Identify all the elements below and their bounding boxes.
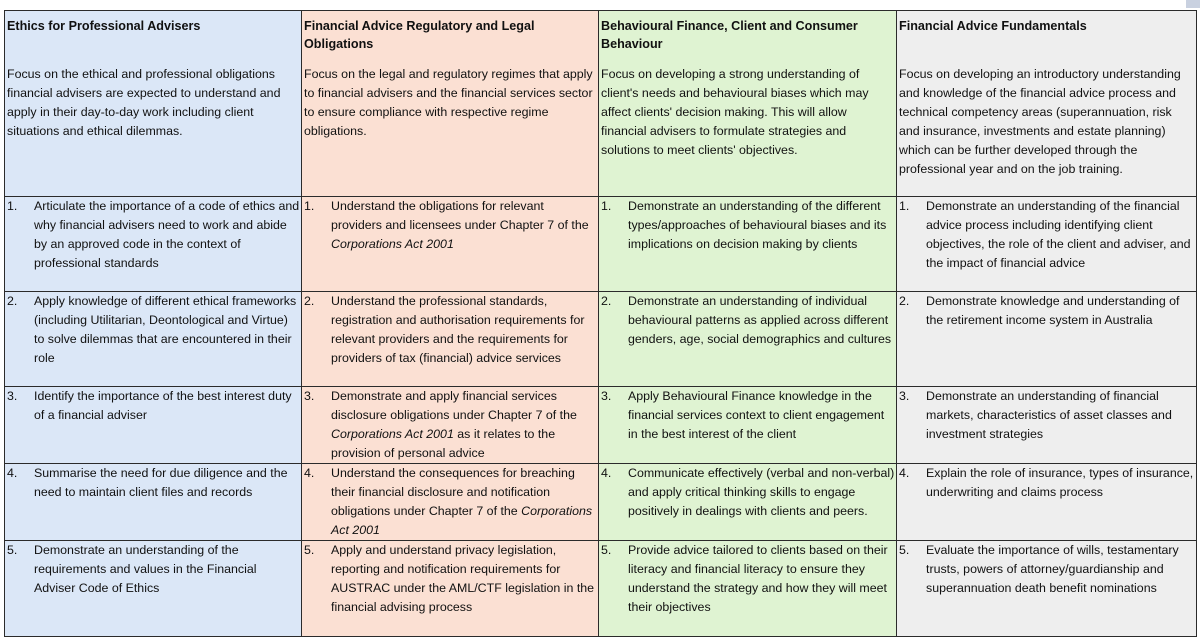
column-title: Financial Advice Fundamentals — [899, 19, 1087, 33]
curriculum-table — [4, 10, 1197, 637]
outcome-number: 1. — [601, 199, 612, 213]
outcome-row — [5, 387, 1197, 464]
outcome-row — [5, 197, 1197, 292]
outcome-number: 3. — [899, 389, 910, 403]
outcome-row — [5, 292, 1197, 387]
column-description: Focus on developing an introductory understanding and knowledge of the financial advice process and technical competency areas (superannuation, risk and insurance, investments and estate planning) which can be further developed through the professional year and on the job training. — [899, 67, 1181, 176]
outcome-item — [7, 197, 300, 273]
outcome-cell — [5, 387, 302, 464]
outcome-cell — [5, 197, 302, 292]
outcome-item — [601, 197, 895, 254]
act-citation: Corporations Act 2001 — [331, 426, 454, 441]
outcome-cell — [5, 292, 302, 387]
outcome-text-main: Demonstrate an understanding of the different types/approaches of behavioural biases and its implications on decision making by clients — [628, 199, 887, 251]
column-title: Behavioural Finance, Client and Consumer Behaviour — [601, 19, 858, 51]
outcome-cell — [302, 292, 599, 387]
outcome-text — [34, 197, 300, 273]
outcome-number: 1. — [899, 199, 910, 213]
outcome-item — [304, 197, 597, 254]
outcome-text — [926, 197, 1195, 273]
outcome-text-main: Demonstrate knowledge and understanding of the retirement income system in Australia — [926, 294, 1180, 327]
outcome-text-main: Understand the consequences for breaching their financial disclosure and notification obligations under Chapter 7 of the — [331, 466, 575, 518]
outcome-text-main: Demonstrate an understanding of individual behavioural patterns as applied across different genders, age, social demographics and cultures — [628, 294, 892, 346]
outcome-number: 5. — [601, 543, 612, 557]
outcome-text-main: Apply knowledge of different ethical frameworks (including Utilitarian, Deontological and Virtue) to solve dilemmas that are encountered in their role — [34, 294, 297, 365]
page-edge-mark — [1186, 0, 1200, 8]
outcome-number: 2. — [899, 294, 910, 308]
outcome-text — [628, 292, 895, 349]
outcome-text-main: Identify the importance of the best interest duty of a financial adviser — [34, 389, 292, 422]
column-description: Focus on the ethical and professional obligations financial advisers are expected to understand and apply in their day-to-day work including client situations and ethical dilemmas. — [7, 67, 281, 138]
outcome-text — [628, 464, 895, 521]
outcome-item — [7, 541, 300, 598]
outcome-item — [899, 387, 1195, 444]
outcome-text — [331, 197, 597, 254]
outcome-cell — [897, 541, 1197, 637]
outcome-number: 2. — [601, 294, 612, 308]
outcome-row — [5, 541, 1197, 637]
outcome-item — [601, 387, 895, 444]
outcome-item — [601, 541, 895, 617]
outcome-text — [926, 464, 1195, 502]
outcome-text — [628, 541, 895, 617]
outcome-text-main: Demonstrate an understanding of financial markets, characteristics of asset classes and investment strategies — [926, 389, 1172, 441]
outcome-text — [628, 197, 895, 254]
outcome-number: 4. — [601, 466, 612, 480]
outcome-cell — [302, 541, 599, 637]
outcome-text — [628, 387, 895, 444]
outcome-cell — [5, 464, 302, 541]
outcome-text-main: Understand the obligations for relevant providers and licensees under Chapter 7 of the — [331, 199, 589, 232]
outcome-cell — [302, 464, 599, 541]
outcome-number: 5. — [7, 543, 18, 557]
outcome-item — [899, 541, 1195, 598]
outcome-item — [601, 292, 895, 349]
outcome-number: 4. — [7, 466, 18, 480]
outcome-text-main: Summarise the need for due diligence and the need to maintain client files and records — [34, 466, 288, 499]
outcome-text-main: Demonstrate and apply financial services disclosure obligations under Chapter 7 of the — [331, 389, 577, 422]
outcome-cell — [302, 387, 599, 464]
outcome-text — [34, 541, 300, 598]
column-header-ethics — [5, 11, 302, 197]
outcome-number: 5. — [899, 543, 910, 557]
outcome-item — [304, 464, 597, 540]
outcome-text-main: Demonstrate an understanding of the requirements and values in the Financial Adviser Code of Ethics — [34, 543, 257, 595]
outcome-text — [34, 292, 300, 368]
outcome-item — [304, 541, 597, 617]
outcome-number: 3. — [7, 389, 18, 403]
outcome-number: 1. — [304, 199, 315, 213]
outcome-cell — [599, 387, 897, 464]
outcome-cell — [599, 292, 897, 387]
outcome-text-main: Explain the role of insurance, types of insurance, underwriting and claims process — [926, 466, 1194, 499]
outcome-text-after: as it relates to the provision of personal advice — [331, 426, 556, 460]
outcome-number: 3. — [601, 389, 612, 403]
outcome-row — [5, 464, 1197, 541]
outcome-text — [926, 387, 1195, 444]
act-citation: Corporations Act 2001 — [331, 236, 454, 251]
outcome-cell — [897, 292, 1197, 387]
outcome-number: 2. — [304, 294, 315, 308]
outcome-number: 1. — [7, 199, 18, 213]
outcome-cell — [5, 541, 302, 637]
outcome-text — [34, 464, 300, 502]
outcome-number: 4. — [304, 466, 315, 480]
outcome-text — [926, 541, 1195, 598]
column-description: Focus on the legal and regulatory regimes that apply to financial advisers and the financial services sector to ensure compliance with respective regime obligations. — [304, 67, 593, 138]
outcome-cell — [599, 541, 897, 637]
outcome-cell — [599, 197, 897, 292]
outcome-text — [34, 387, 300, 425]
outcome-text-main: Communicate effectively (verbal and non-verbal) and apply critical thinking skills to engage positively in dealings with clients and peers. — [628, 466, 895, 518]
outcome-item — [899, 197, 1195, 273]
outcome-item — [899, 464, 1195, 502]
column-header-fundamentals — [897, 11, 1197, 197]
outcome-item — [899, 292, 1195, 330]
outcome-text-main: Evaluate the importance of wills, testamentary trusts, powers of attorney/guardianship and superannuation death benefit nominations — [926, 543, 1179, 595]
outcome-number: 3. — [304, 389, 315, 403]
outcome-text — [331, 387, 597, 463]
outcome-cell — [599, 464, 897, 541]
column-header-regulatory — [302, 11, 599, 197]
outcome-cell — [897, 464, 1197, 541]
outcome-text-main: Apply Behavioural Finance knowledge in the financial services context to client engagement in the best interest of the client — [628, 389, 885, 441]
outcome-text-main: Understand the professional standards, registration and authorisation requirements for relevant providers and the requirements for providers of tax (financial) advice services — [331, 294, 585, 365]
outcome-number: 2. — [7, 294, 18, 308]
outcome-item — [7, 387, 300, 425]
outcome-item — [304, 292, 597, 368]
outcome-text — [331, 464, 597, 540]
outcome-cell — [897, 387, 1197, 464]
outcome-item — [7, 292, 300, 368]
outcome-text-main: Provide advice tailored to clients based on their literacy and financial literacy to ensure they understand the strategy and how they will meet their objectives — [628, 543, 888, 614]
column-header-behavioural — [599, 11, 897, 197]
outcome-item — [304, 387, 597, 463]
outcome-cell — [897, 197, 1197, 292]
outcome-item — [601, 464, 895, 521]
outcome-text — [926, 292, 1195, 330]
outcome-number: 4. — [899, 466, 910, 480]
outcome-text-main: Articulate the importance of a code of ethics and why financial advisers need to work and abide by an approved code in the context of professional standards — [34, 199, 300, 270]
act-citation: Corporations Act 2001 — [331, 503, 593, 537]
column-description: Focus on developing a strong understanding of client's needs and behavioural biases which may affect clients' decision making. This will allow financial advisers to formulate strategies and solutions to meet clients' objectives. — [601, 67, 869, 157]
outcome-text-main: Apply and understand privacy legislation, reporting and notification requirements for AUSTRAC under the AML/CTF legislation in the financial advising process — [331, 543, 595, 614]
outcome-cell — [302, 197, 599, 292]
outcome-item — [7, 464, 300, 502]
column-title: Ethics for Professional Advisers — [7, 19, 201, 33]
outcome-text-main: Demonstrate an understanding of the financial advice process including identifying client objectives, the role of the client and adviser, and the impact of financial advice — [926, 199, 1191, 270]
outcome-text — [331, 541, 597, 617]
outcome-text — [331, 292, 597, 368]
outcome-number: 5. — [304, 543, 315, 557]
header-row — [5, 11, 1197, 197]
column-title: Financial Advice Regulatory and Legal Obligations — [304, 19, 535, 51]
